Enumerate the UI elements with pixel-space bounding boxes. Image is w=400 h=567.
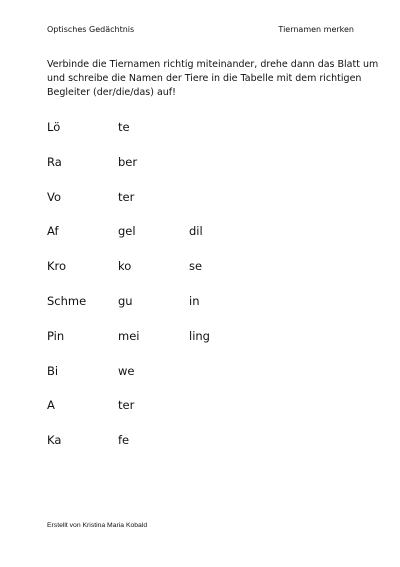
syllable-row [47, 294, 367, 329]
footer-credit: Erstellt von Kristina Maria Kobald [47, 522, 148, 529]
instructions-line: Begleiter (der/die/das) auf! [47, 87, 176, 98]
syllable-second: ber [118, 154, 138, 169]
syllable-first: Af [47, 224, 59, 239]
instructions-line: Verbinde die Tiernamen richtig miteinander, drehe dann das Blatt um [47, 59, 379, 70]
syllable-second: gu [118, 293, 133, 308]
syllable-row [47, 433, 367, 468]
instructions-text [47, 58, 379, 100]
syllable-first: A [47, 398, 55, 413]
syllable-row [47, 364, 367, 399]
syllable-second: ter [118, 189, 135, 204]
syllable-first: Ka [47, 433, 62, 448]
syllable-second: mei [118, 328, 140, 343]
syllable-third: se [189, 259, 203, 274]
syllable-first: Vo [47, 189, 62, 204]
syllable-first: Lö [47, 120, 61, 134]
syllable-row [47, 224, 367, 259]
syllable-second: gel [118, 224, 136, 239]
syllable-third: ling [189, 328, 210, 343]
syllable-second: ko [118, 259, 132, 274]
syllable-row [47, 155, 367, 190]
syllable-first: Kro [47, 259, 67, 274]
syllable-first: Ra [47, 154, 62, 169]
instructions-line: und schreibe die Namen der Tiere in die Tabelle mit dem richtigen [47, 73, 362, 84]
syllable-first: Bi [47, 363, 59, 378]
syllable-third: dil [189, 224, 203, 239]
syllable-second: fe [118, 433, 130, 448]
syllable-second: ter [118, 398, 135, 413]
syllable-row [47, 190, 367, 225]
header-title-left: Optisches Gedächtnis [47, 25, 135, 34]
syllable-row [47, 259, 367, 294]
syllable-row [47, 398, 367, 433]
syllable-second: te [118, 120, 130, 134]
syllable-second: we [118, 363, 135, 378]
syllable-first: Pin [47, 328, 65, 343]
syllable-row [47, 120, 367, 155]
syllable-first: Schme [47, 293, 87, 308]
syllable-row [47, 329, 367, 364]
syllable-third: in [189, 293, 200, 308]
header-title-right: Tiernamen merken [278, 25, 354, 34]
syllable-list [47, 120, 367, 468]
